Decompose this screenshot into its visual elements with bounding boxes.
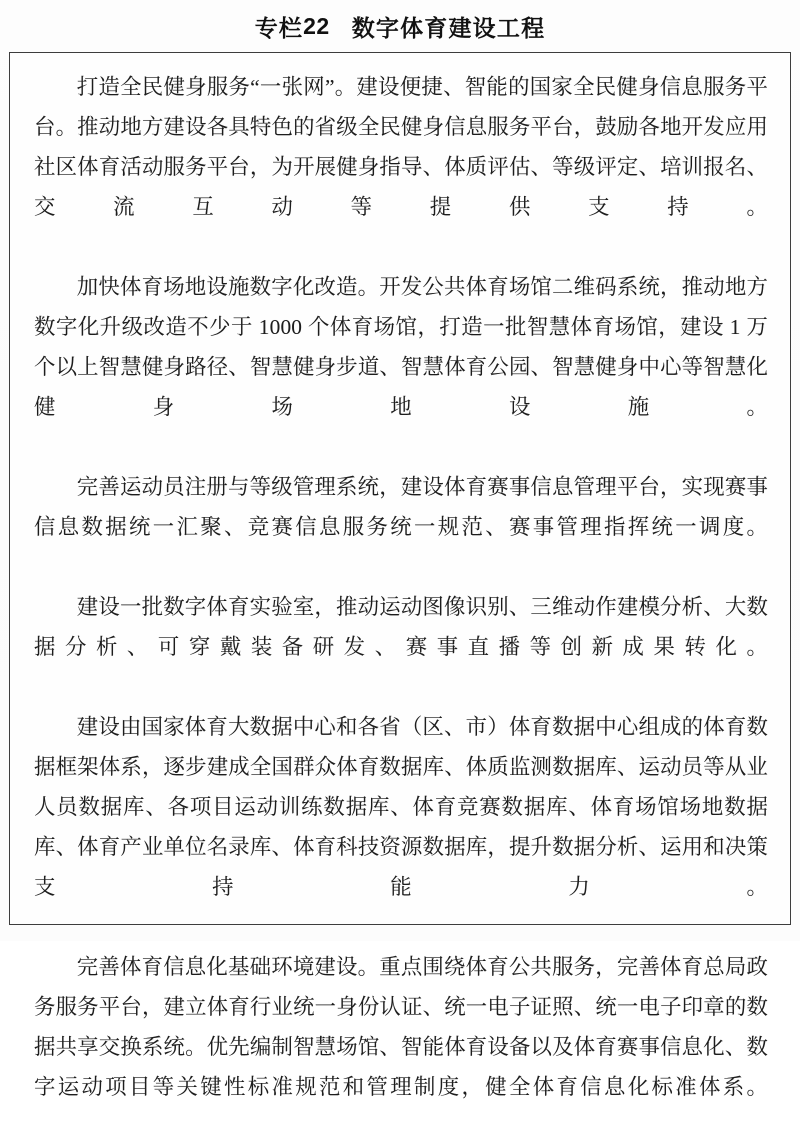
paragraph-2: 加快体育场地设施数字化改造。开发公共体育场馆二维码系统，推动地方数字化升级改造不少于 1000 个体育场馆，打造一批智慧体育场馆，建设 1 万个以上智慧健身路径、智慧健身步道、智慧体育公园、智慧健身中心等智慧化健身场地设施。: [34, 275, 768, 419]
paragraph-4: 建设一批数字体育实验室，推动运动图像识别、三维动作建模分析、大数据分析、可穿戴装备研发、赛事直播等创新成果转化。: [34, 595, 768, 659]
paragraph-3: 完善运动员注册与等级管理系统，建设体育赛事信息管理平台，实现赛事信息数据统一汇聚、竞赛信息服务统一规范、赛事管理指挥统一调度。: [34, 475, 768, 539]
paragraph-1: 打造全民健身服务“一张网”。建设便捷、智能的国家全民健身信息服务平台。推动地方建设各具特色的省级全民健身信息服务平台，鼓励各地开发应用社区体育活动服务平台，为开展健身指导、体质评估、等级评定、培训报名、交流互动等提供支持。: [34, 75, 768, 219]
paragraph-5: 建设由国家体育大数据中心和各省（区、市）体育数据中心组成的体育数据框架体系，逐步建成全国群众体育数据库、体质监测数据库、运动员等从业人员数据库、各项目运动训练数据库、体育竞赛数据库、体育场馆场地数据库、体育产业单位名录库、体育科技资源数据库，提升数据分析、运用和决策支持能力。: [34, 715, 768, 899]
page-title-number: 22: [303, 12, 330, 39]
page-title-main: 数字体育建设工程: [351, 15, 546, 42]
content-panel: [9, 52, 791, 1099]
panel-body: [34, 67, 768, 1147]
page-title-prefix: 专栏: [254, 15, 304, 42]
page-title: [0, 0, 800, 50]
paragraph-6: 完善体育信息化基础环境建设。重点围绕体育公共服务，完善体育总局政务服务平台，建立体育行业统一身份认证、统一电子证照、统一电子印章的数据共享交换系统。优先编制智慧场馆、智能体育设备以及体育赛事信息化、数字运动项目等关键性标准规范和管理制度，健全体育信息化标准体系。: [34, 955, 768, 1099]
